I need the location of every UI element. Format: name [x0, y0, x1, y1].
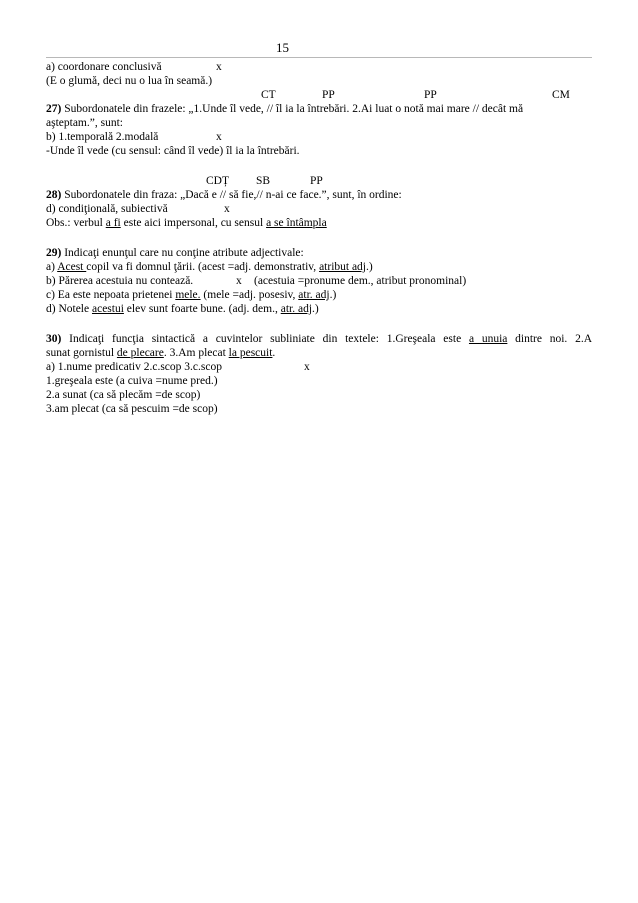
question-number: 28) — [46, 189, 62, 201]
label-pp: PP — [322, 89, 335, 101]
question-text: dintre noi. 2.A — [507, 333, 592, 345]
label-cdt: CDȚ — [206, 175, 229, 187]
answer-mark-x: x — [304, 361, 310, 373]
underlined-word: atr. adj — [280, 303, 313, 315]
underlined-word: atr. adj — [298, 289, 330, 301]
underlined-word: a unuia — [468, 333, 508, 345]
label-cm: CM — [552, 89, 570, 101]
question-text: Subordonatele din fraza: „Dacă e // să fie,// n-ai ce face.”, sunt, în ordine: — [61, 189, 402, 201]
underlined-word: mele. — [175, 289, 201, 301]
text-fragment: .) — [366, 261, 373, 273]
answer-line: d) condiţională, subiectivă — [46, 203, 168, 215]
label-pp: PP — [424, 89, 437, 101]
question-number: 30) — [46, 333, 62, 345]
question-29 — [46, 246, 304, 260]
option-b-explanation: (acestuia =pronume dem., atribut pronominal) — [254, 275, 467, 287]
underlined-word: acestui — [91, 303, 124, 315]
example-line: (E o glumă, deci nu o lua în seamă.) — [46, 75, 213, 87]
answer-mark-x: x — [216, 131, 222, 143]
underlined-word: Acest — [57, 261, 87, 273]
question-text: Indicaţi funcţia sintactică a cuvintelor subliniate din textele: 1.Greşeala este — [61, 333, 469, 345]
text-fragment: sunat gornistul — [46, 347, 117, 359]
text-fragment: . — [272, 347, 276, 359]
text-fragment: . 3.Am plecat — [163, 347, 229, 359]
option-a — [46, 260, 373, 274]
underlined-word: la pescuit — [228, 347, 273, 359]
answer-line: b) 1.temporală 2.modală — [46, 131, 159, 143]
answer-mark-x: x — [236, 275, 242, 287]
question-27-continued: aşteptam.”, sunt: — [46, 117, 123, 129]
text-fragment: c) Ea este nepoata prietenei — [46, 289, 176, 301]
answer-mark-x: x — [216, 61, 222, 73]
text-fragment: a) — [46, 261, 58, 273]
header-rule — [46, 57, 592, 58]
option-c — [46, 288, 336, 302]
text-fragment: d) Notele — [46, 303, 92, 315]
question-text: Subordonatele din frazele: „1.Unde îl vede, // îl ia la întrebări. 2.Ai luat o notă mai mare // decât mă — [61, 103, 524, 115]
text-fragment: .) — [312, 303, 319, 315]
text-fragment: copil va fi domnul ţării. (acest =adj. demonstrativ, — [86, 261, 320, 273]
underlined-word: de plecare — [116, 347, 164, 359]
text-fragment: este aici impersonal, cu sensul — [120, 217, 267, 229]
question-30 — [46, 332, 592, 346]
explanation-line: -Unde îl vede (cu sensul: când îl vede) îl ia la întrebări. — [46, 145, 300, 157]
question-27 — [46, 102, 523, 116]
question-text: Indicaţi enunţul care nu conţine atribute adjectivale: — [61, 247, 304, 259]
answer-line: a) 1.nume predicativ 2.c.scop 3.c.scop — [46, 361, 222, 373]
text-fragment: elev sunt foarte bune. (adj. dem., — [123, 303, 281, 315]
underlined-word: a fi — [105, 217, 121, 229]
explanation-line: 3.am plecat (ca să pescuim =de scop) — [46, 403, 218, 415]
observation-line — [46, 216, 327, 230]
text-fragment: Obs.: verbul — [46, 217, 106, 229]
text-fragment: .) — [329, 289, 337, 301]
question-30-continued — [46, 346, 275, 360]
underlined-word: a se întâmpla — [266, 217, 327, 229]
option-b: b) Părerea acestuia nu contează. — [46, 275, 194, 287]
answer-mark-x: x — [224, 203, 230, 215]
explanation-line: 2.a sunat (ca să plecăm =de scop) — [46, 389, 201, 401]
label-pp: PP — [310, 175, 323, 187]
answer-line — [46, 60, 162, 74]
text-fragment: (mele =adj. posesiv, — [200, 289, 299, 301]
answer-text: a) coordonare conclusivă — [46, 61, 162, 73]
option-d — [46, 302, 319, 316]
label-ct: CT — [261, 89, 276, 101]
question-number: 27) — [46, 103, 62, 115]
explanation-line: 1.greşeala este (a cuiva =nume pred.) — [46, 375, 218, 387]
label-sb: SB — [256, 175, 271, 187]
question-28 — [46, 188, 402, 202]
underlined-word: atribut adj — [319, 261, 367, 273]
question-number: 29) — [46, 247, 62, 259]
page-number: 15 — [276, 40, 289, 55]
